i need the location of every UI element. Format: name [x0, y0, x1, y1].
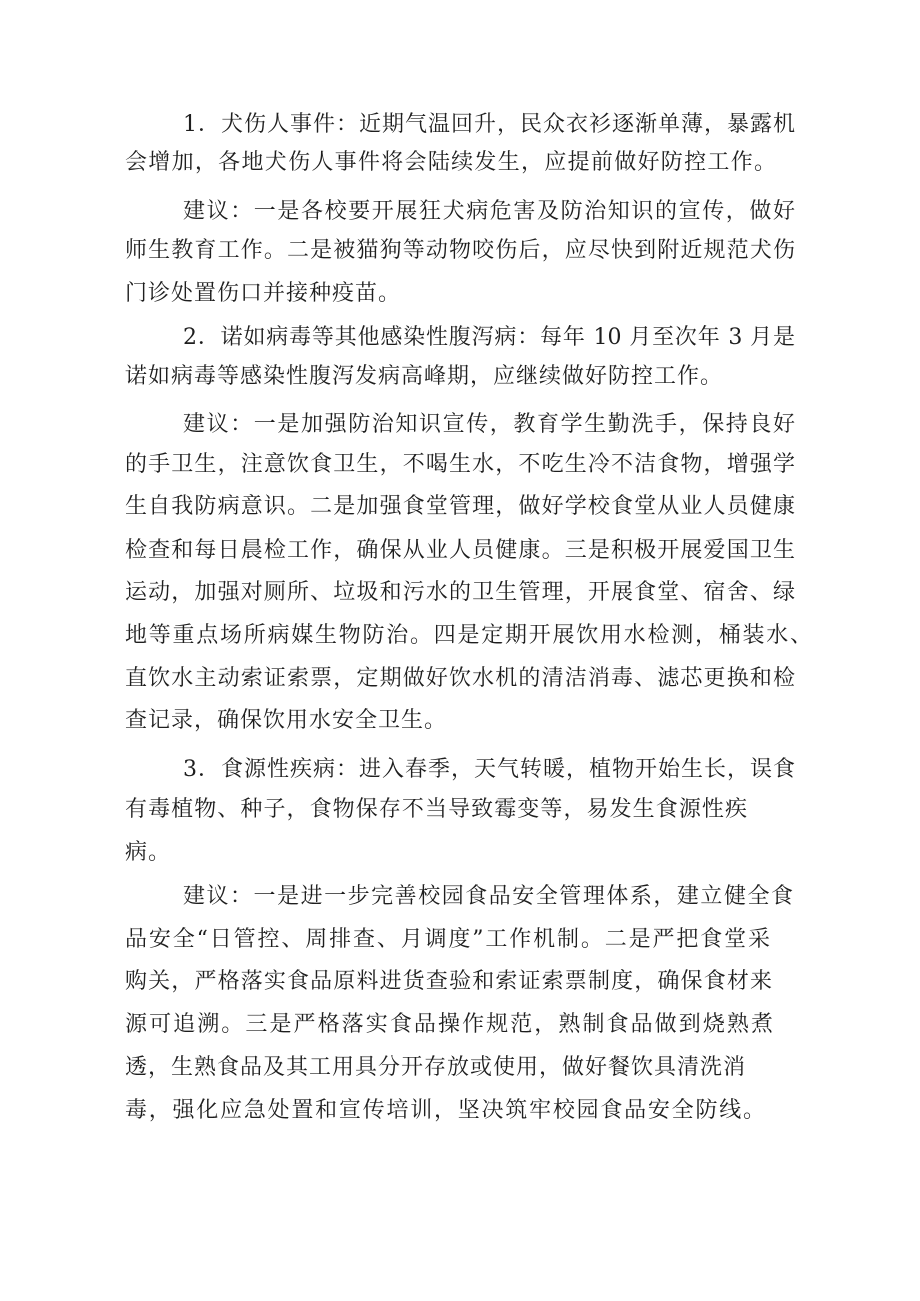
paragraph-line: 地等重点场所病媒生物防治。四是定期开展饮用水检测，桶装水、 — [125, 623, 812, 648]
paragraph-line: 建议：一是各校要开展狂犬病危害及防治知识的宣传，做好 — [183, 199, 795, 224]
paragraph-line: 建议：一是加强防治知识宣传，教育学生勤洗手，保持良好 — [183, 412, 795, 437]
paragraph-line: 1．犬伤人事件：近期气温回升，民众衣衫逐渐单薄，暴露机 — [183, 112, 795, 137]
paragraph-line: 的手卫生，注意饮食卫生，不喝生水，不吃生冷不洁食物，增强学 — [125, 452, 795, 477]
paragraph-line: 2．诺如病毒等其他感染性腹泻病：每年 10 月至次年 3 月是 — [183, 325, 795, 350]
paragraph-line: 运动，加强对厕所、垃圾和污水的卫生管理，开展食堂、宿舍、绿 — [125, 580, 795, 605]
paragraph-line: 诺如病毒等感染性腹泻发病高峰期，应继续做好防控工作。 — [125, 364, 724, 389]
paragraph-line: 门诊处置伤口并接种疫苗。 — [125, 281, 402, 306]
paragraph-line: 3．食源性疾病：进入春季，天气转暖，植物开始生长，误食 — [183, 757, 795, 782]
paragraph-line: 建议：一是进一步完善校园食品安全管理体系，建立健全食 — [183, 884, 793, 909]
paragraph-line: 会增加，各地犬伤人事件将会陆续发生，应提前做好防控工作。 — [125, 150, 776, 175]
paragraph-line: 有毒植物、种子，食物保存不当导致霉变等，易发生食源性疾 — [125, 797, 747, 822]
paragraph-line: 品安全“日管控、周排查、月调度”工作机制。二是严把食堂采 — [125, 927, 770, 952]
paragraph-line: 毒，强化应急处置和宣传培训，坚决筑牢校园食品安全防线。 — [125, 1098, 765, 1123]
paragraph-line: 源可追溯。三是严格落实食品操作规范，熟制食品做到烧熟煮 — [125, 1012, 773, 1037]
paragraph-line: 查记录，确保饮用水安全卫生。 — [125, 708, 448, 733]
paragraph-line: 师生教育工作。二是被猫狗等动物咬伤后，应尽快到附近规范犬伤 — [125, 238, 795, 263]
paragraph-line: 直饮水主动索证索票，定期做好饮水机的清洁消毒、滤芯更换和检 — [125, 666, 795, 691]
paragraph-line: 透，生熟食品及其工用具分开存放或使用，做好餐饮具清洗消 — [125, 1055, 745, 1080]
paragraph-line: 病。 — [125, 840, 172, 865]
paragraph-line: 购关，严格落实食品原料进货查验和索证索票制度，确保食材来 — [125, 969, 772, 994]
paragraph-line: 生自我防病意识。二是加强食堂管理，做好学校食堂从业人员健康 — [125, 494, 795, 519]
paragraph-line: 检查和每日晨检工作，确保从业人员健康。三是积极开展爱国卫生 — [125, 538, 795, 563]
